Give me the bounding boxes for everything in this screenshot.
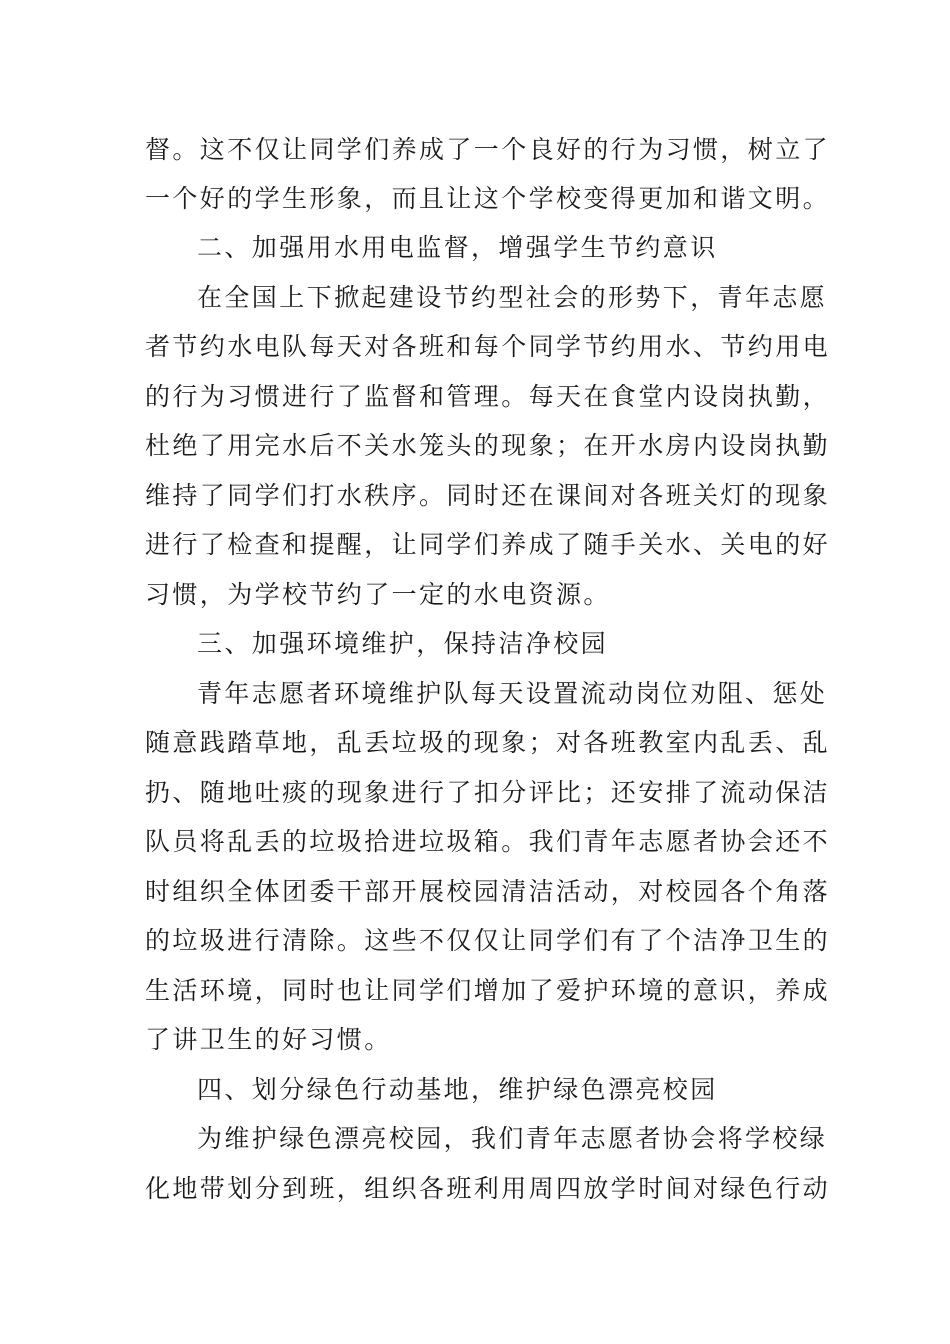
paragraph-line: 扔、随地吐痰的现象进行了扣分评比；还安排了流动保洁 xyxy=(145,778,831,807)
paragraph-line: 随意践踏草地，乱丢垃圾的现象；对各班教室内乱丢、乱 xyxy=(145,728,831,757)
paragraph-line: 为维护绿色漂亮校园，我们青年志愿者协会将学校绿 xyxy=(197,1124,828,1153)
paragraph-line: 生活环境，同时也让同学们增加了爱护环境的意识，养成 xyxy=(145,976,831,1005)
paragraph-line: 习惯，为学校节约了一定的水电资源。 xyxy=(145,580,611,609)
paragraph-line: 维持了同学们打水秩序。同时还在课间对各班关灯的现象 xyxy=(145,481,831,510)
paragraph-line: 在全国上下掀起建设节约型社会的形势下，青年志愿 xyxy=(197,283,828,312)
paragraph-line: 进行了检查和提醒，让同学们养成了随手关水、关电的好 xyxy=(145,530,831,559)
paragraph-line: 杜绝了用完水后不关水笼头的现象；在开水房内设岗执勤 xyxy=(145,431,831,460)
paragraph-line: 者节约水电队每天对各班和每个同学节约用水、节约用电 xyxy=(145,332,831,361)
section-heading-3: 三、加强环境维护，保持洁净校园 xyxy=(197,629,609,658)
paragraph-line: 的行为习惯进行了监督和管理。每天在食堂内设岗执勤， xyxy=(145,382,831,411)
paragraph-line: 化地带划分到班，组织各班利用周四放学时间对绿色行动 xyxy=(145,1174,831,1203)
paragraph-line: 队员将乱丢的垃圾拾进垃圾箱。我们青年志愿者协会还不 xyxy=(145,827,831,856)
section-heading-4: 四、划分绿色行动基地，维护绿色漂亮校园 xyxy=(197,1075,718,1104)
paragraph-line: 青年志愿者环境维护队每天设置流动岗位劝阻、惩处 xyxy=(197,679,828,708)
paragraph-line: 一个好的学生形象，而且让这个学校变得更加和谐文明。 xyxy=(145,184,831,213)
paragraph-line: 的垃圾进行清除。这些不仅仅让同学们有了个洁净卫生的 xyxy=(145,926,831,955)
paragraph-line: 时组织全体团委干部开展校园清洁活动，对校园各个角落 xyxy=(145,877,831,906)
paragraph-line: 了讲卫生的好习惯。 xyxy=(145,1025,392,1054)
paragraph-line: 督。这不仅让同学们养成了一个良好的行为习惯，树立了 xyxy=(145,135,831,164)
section-heading-2: 二、加强用水用电监督，增强学生节约意识 xyxy=(197,233,718,262)
